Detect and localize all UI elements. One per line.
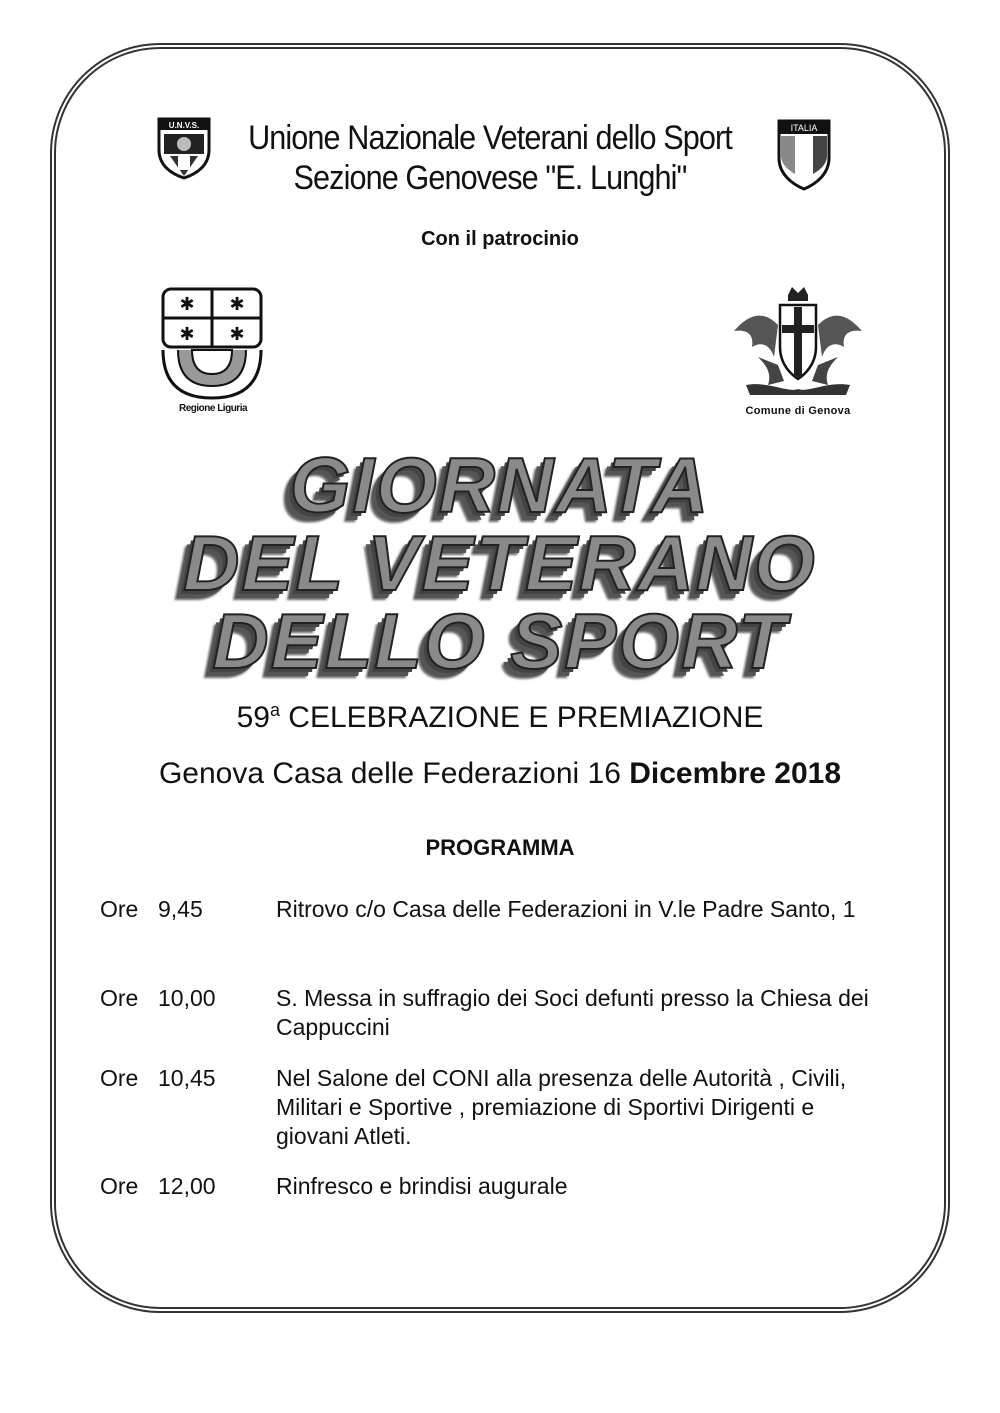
program-description: Nel Salone del CONI alla presenza delle Autorità , Civili, Militari e Sportive , premiazione di Sportivi Dirigenti e giovani Atleti. <box>276 1065 847 1149</box>
event-location: Genova Casa delle Federazioni 16 <box>158 757 630 790</box>
patronage-label: Con il patrocinio <box>421 228 579 250</box>
program-time: 10,00 <box>158 985 216 1011</box>
unvs-badge-text: U.N.V.S. <box>168 121 200 130</box>
celebration-number: 59 <box>236 701 270 734</box>
program-time: 9,45 <box>158 896 203 922</box>
regione-liguria-label: Regione Liguria <box>178 403 248 414</box>
unvs-shield-logo <box>156 116 212 180</box>
program-ore: Ore <box>100 896 139 922</box>
event-date: Dicembre 2018 <box>629 757 842 790</box>
org-section: Sezione Genovese "E. Lunghi" <box>293 159 687 197</box>
comune-genova-label: Comune di Genova <box>745 405 851 417</box>
org-name: Unione Nazionale Veterani dello Sport <box>248 119 732 157</box>
program-item <box>100 984 900 1042</box>
celebration-subtitle <box>0 700 1000 735</box>
svg-text:✱: ✱ <box>179 324 195 344</box>
program-time: 10,45 <box>158 1065 216 1091</box>
program-description: Rinfresco e brindisi augurale <box>276 1173 568 1199</box>
program-ore: Ore <box>100 1065 139 1091</box>
program-ore: Ore <box>100 985 139 1011</box>
italia-label: ITALIA <box>790 123 818 133</box>
celebration-text: CELEBRAZIONE E PREMIAZIONE <box>279 701 764 734</box>
event-title-line-2: DEL VETERANO <box>183 519 817 607</box>
event-title-line-3: DELLO SPORT <box>212 597 788 685</box>
celebration-ordinal: a <box>269 700 280 720</box>
regione-liguria-logo <box>160 286 264 402</box>
svg-text:✱: ✱ <box>179 294 195 314</box>
program-description: S. Messa in suffragio dei Soci defunti presso la Chiesa dei Cappuccini <box>276 985 869 1040</box>
program-ore: Ore <box>100 1173 139 1199</box>
comune-genova-crest <box>728 285 868 400</box>
program-item <box>100 1064 900 1151</box>
svg-text:✱: ✱ <box>229 324 245 344</box>
program-item <box>100 895 900 924</box>
event-title-line-1: GIORNATA <box>289 441 711 529</box>
program-time: 12,00 <box>158 1173 216 1199</box>
italia-shield-logo <box>776 118 832 192</box>
program-heading: PROGRAMMA <box>425 835 575 860</box>
event-location-date <box>0 757 1000 791</box>
svg-text:✱: ✱ <box>229 294 245 314</box>
program-description: Ritrovo c/o Casa delle Federazioni in V.le Padre Santo, 1 <box>276 896 856 922</box>
program-item <box>100 1172 900 1201</box>
organization-header <box>210 118 770 198</box>
